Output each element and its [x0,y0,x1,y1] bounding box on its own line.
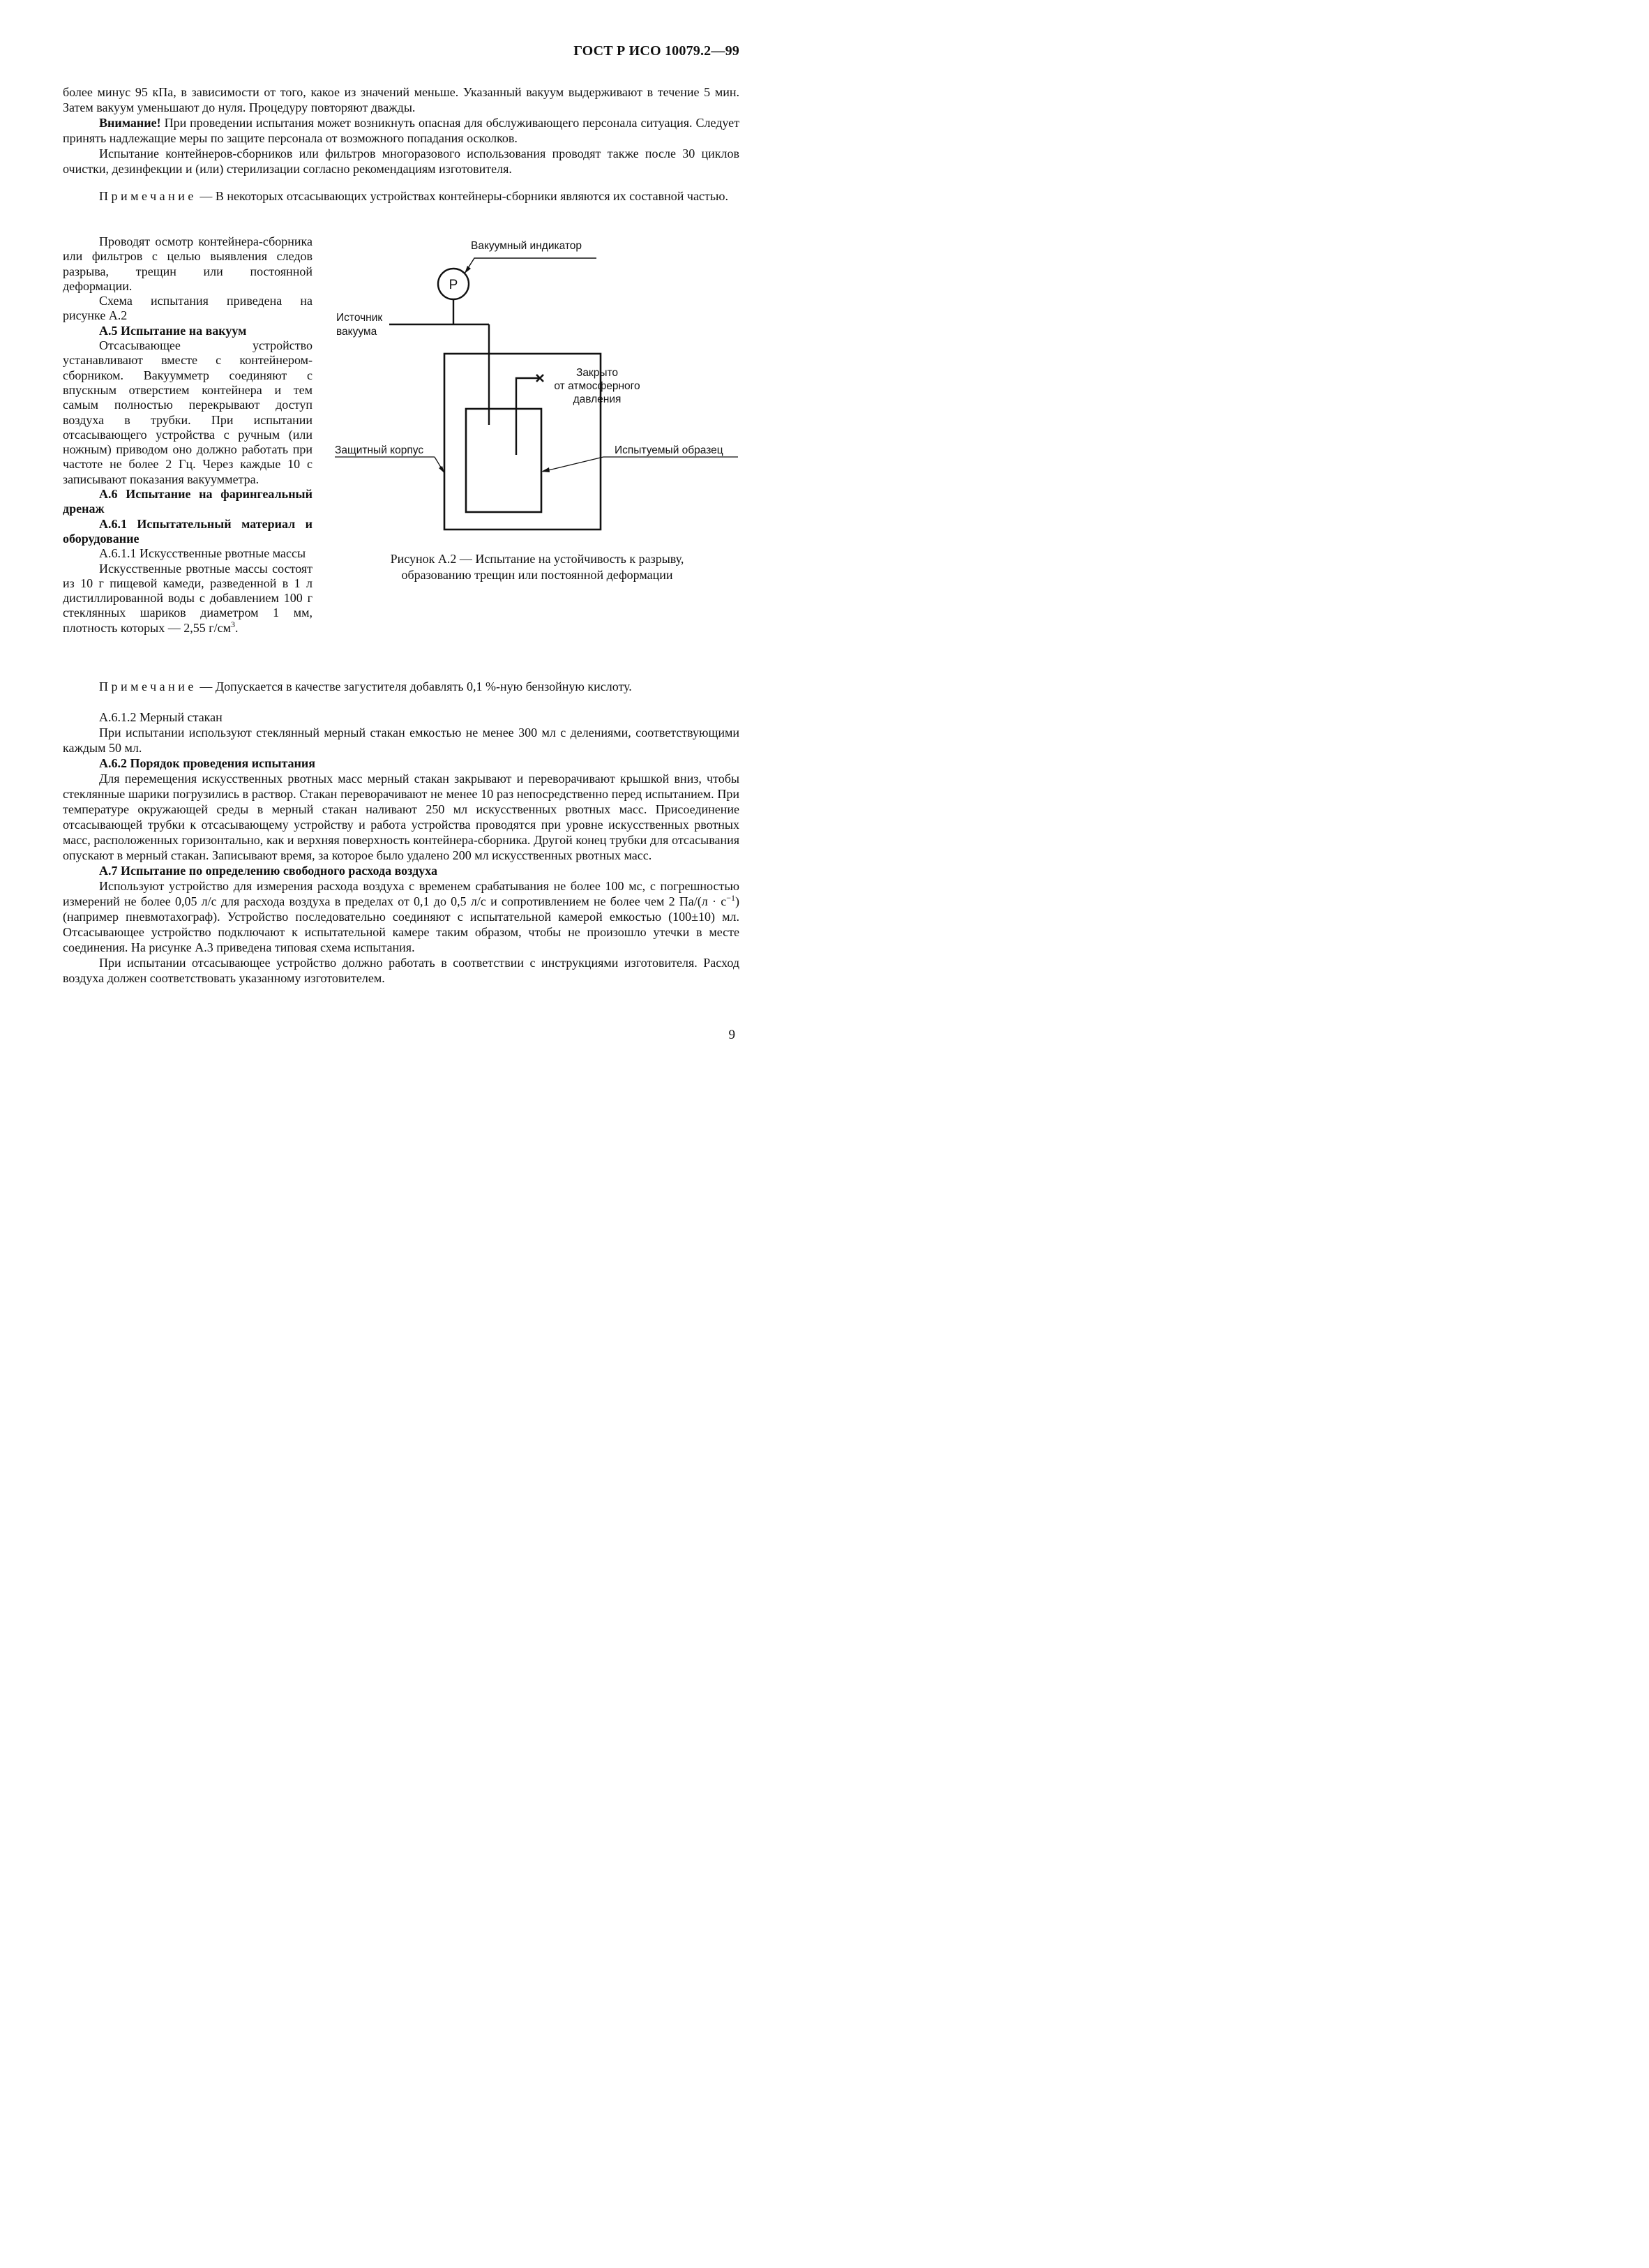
sample-arrowhead [541,467,550,472]
indicator-leader-line [465,258,596,273]
label-closed-1: Закрыто [575,367,619,379]
gauge-letter: P [449,278,458,292]
note-2-text: — Допускается в качестве загустителя добавлять 0,1 %-ную бензойную кислоту. [196,679,632,693]
indicator-arrowhead [465,266,471,273]
note-2 [63,679,739,694]
heading-a6-1-1: А.6.1.1 Искусственные рвотные массы [99,546,306,561]
label-test-sample: Испытуемый образец [615,444,723,456]
document-page [0,0,790,1086]
label-protective-housing: Защитный корпус [335,444,424,456]
page-number: 9 [728,1028,735,1042]
airflow-paragraph-2: При испытании отсасывающее устройство должно работать в соответствии с инструкциями изготовителя. Расход воздуха должен соответствовать указанному изготовителем. [63,956,739,985]
inspection-paragraph: Проводят осмотр контейнера-сборника или фильтров с целью выявления следов разрыва, трещин или постоянной деформации. [63,234,313,293]
heading-a6-1-2: А.6.1.2 Мерный стакан [99,710,223,724]
label-closed-3: давления [573,393,622,405]
airflow-text-a: Используют устройство для измерения расхода воздуха с временем срабатывания не более 100 мс, с погрешностью измерений не более 0,05 л/с для расхода воздуха в пределах от 0,1 до 0,5 л/с и сопротивлением не более чем 2 Па/(л · с [63,879,739,908]
sample-leader-line [543,457,603,472]
test-sample-container [466,409,541,512]
intro-block [63,84,739,177]
closed-tube [516,378,540,455]
heading-a6: А.6 Испытание на фарингеальный дренаж [63,487,313,516]
heading-a6-1: А.6.1 Испытательный материал и оборудование [63,516,313,546]
heading-a7: А.7 Испытание по определению свободного расхода воздуха [99,864,437,878]
intro-paragraph-1: более минус 95 кПа, в зависимости от того, какое из значений меньше. Указанный вакуум выдерживают в течение 5 мин. Затем вакуум уменьшают до нуля. Процедуру повторяют дважды. [63,85,739,114]
procedure-paragraph: Для перемещения искусственных рвотных масс мерный стакан закрывают и переворачивают крышкой вниз, чтобы стеклянные шарики погрузились в раствор. Стакан переворачивают не менее 10 раз непосредственно перед испытанием. При температуре окружающей среды в мерный стакан наливают 250 мл искусственных рвотных масс. Присоединение отсасывающей трубки к отсасывающему устройству и работа устройства проводятся при уровне искусственных рвотных масс, расположенных горизонтально, как и верхняя поверхность контейнера-сборника. Другой конец трубки для отсасывания опускают в мерный стакан. Записывают время, за которое было удалено 200 мл искусственных рвотных масс. [63,772,739,862]
warning-label: Внимание! [99,116,161,130]
beaker-paragraph: При испытании используют стеклянный мерный стакан емкостью не менее 300 мл с делениями, соответствующими каждым 50 мл. [63,726,739,755]
figure-a2-diagram [328,230,746,537]
note-1-text: — В некоторых отсасывающих устройствах контейнеры-сборники являются их составной частью. [196,189,728,203]
warning-text: При проведении испытания может возникнуть опасная для обслуживающего персонала ситуация. Следует принять надлежащие меры по защите персонала от возможного попадания осколков. [63,116,739,145]
heading-a6-2: А.6.2 Порядок проведения испытания [99,756,316,770]
vomit-composition-paragraph [63,562,313,636]
document-header: ГОСТ Р ИСО 10079.2—99 [573,43,739,59]
heading-a5: А.5 Испытание на вакуум [99,323,247,338]
airflow-paragraph [63,878,739,955]
cube-superscript: 3 [230,619,235,629]
label-vacuum-indicator: Вакуумный индикатор [471,240,582,252]
vomit-composition-text: Искусственные рвотные массы состоят из 10 г пищевой камеди, разведенной в 1 л дистиллированной воды с добавлением 100 г стеклянных шариков диаметром 1 мм, плотность которых — 2,55 г/см [63,561,313,635]
note-1-label: Примечание [99,189,197,203]
scheme-reference: Схема испытания приведена на рисунке А.2 [63,294,313,323]
airflow-superscript: −1 [726,893,735,903]
figure-a2-caption [349,551,725,583]
label-vacuum-source-1: Источник [336,312,383,324]
label-closed-2: от атмосферного [554,380,640,392]
note-1 [63,188,739,204]
intro-paragraph-3: Испытание контейнеров-сборников или фильтров многоразового использования проводят также после 30 циклов очистки, дезинфекции и (или) стерилизации согласно рекомендациям изготовителя. [63,147,739,176]
note-2-paragraph [63,679,739,694]
label-vacuum-source-2: вакуума [336,326,377,338]
note-2-label: Примечание [99,679,197,693]
airflow-text-b: ) (например пневмотахограф). Устройство последовательно соединяют с испытательной камерой емкостью (100±10) мл. Отсасывающее устройство подключают к испытательной камере таким образом, чтобы не произошло утечки в месте соединения. На рисунке А.3 приведена типовая схема испытания. [63,894,739,954]
vomit-composition-end: . [234,620,239,635]
caption-line-1: Рисунок А.2 — Испытание на устойчивость к разрыву, [390,552,684,566]
warning-paragraph [63,115,739,146]
note-1-paragraph [63,188,739,204]
lower-sections [63,709,739,986]
vacuum-test-paragraph: Отсасывающее устройство устанавливают вместе с контейнером-сборником. Вакуумметр соединяют с впускным отверстием контейнера и тем самым полностью перекрывают доступ воздуха в трубки. При испытании отсасывающего устройства с ручным (или ножным) приводом оно должно работать при частоте не более 2 Гц. Через каждые 10 с записывают показания вакуумметра. [63,338,313,486]
caption-line-2: образованию трещин или постоянной деформации [401,568,673,582]
left-column [63,234,313,636]
